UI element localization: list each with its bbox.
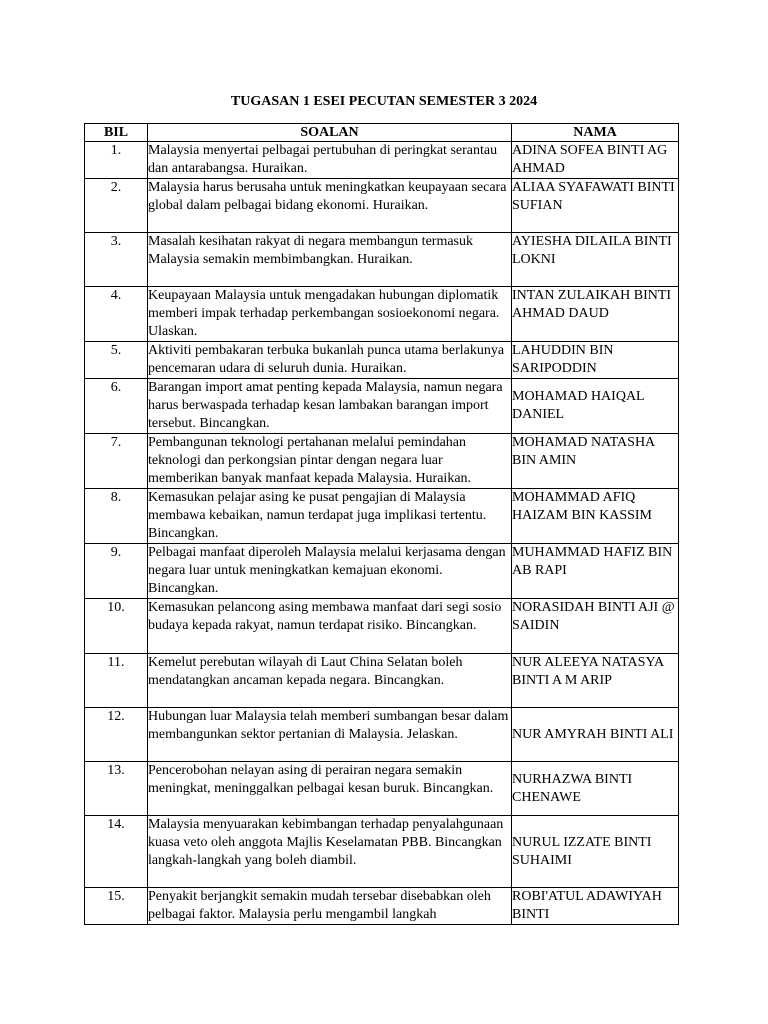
question-text: Kemelut perebutan wilayah di Laut China Selatan boleh mendatangkan ancaman kepada negara. Bincangkan. — [148, 654, 512, 708]
student-name: NUR ALEEYA NATASYA BINTI A M ARIP — [512, 654, 679, 708]
question-text: Pencerobohan nelayan asing di perairan negara semakin meningkat, meninggalkan pelbagai kesan buruk. Bincangkan. — [148, 762, 512, 816]
student-name: NORASIDAH BINTI AJI @ SAIDIN — [512, 599, 679, 654]
question-text: Pembangunan teknologi pertahanan melalui pemindahan teknologi dan perkongsian pintar dengan negara luar memberikan banyak manfaat kepada Malaysia. Huraikan. — [148, 434, 512, 489]
row-number: 2. — [85, 179, 148, 233]
table-header-row — [85, 124, 679, 142]
row-number: 11. — [85, 654, 148, 708]
question-text: Malaysia menyertai pelbagai pertubuhan di peringkat serantau dan antarabangsa. Huraikan. — [148, 142, 512, 179]
question-text: Penyakit berjangkit semakin mudah tersebar disebabkan oleh pelbagai faktor. Malaysia perlu mengambil langkah — [148, 888, 512, 925]
student-name: NURHAZWA BINTI CHENAWE — [512, 762, 679, 816]
student-name: ADINA SOFEA BINTI AG AHMAD — [512, 142, 679, 179]
question-text: Kemasukan pelancong asing membawa manfaat dari segi sosio budaya kepada rakyat, namun terdapat risiko. Bincangkan. — [148, 599, 512, 654]
question-text: Barangan import amat penting kepada Malaysia, namun negara harus berwaspada terhadap kesan lambakan barangan import tersebut. Bincangkan. — [148, 379, 512, 434]
student-name: NURUL IZZATE BINTI SUHAIMI — [512, 816, 679, 888]
row-number: 12. — [85, 708, 148, 762]
table-row — [85, 379, 679, 434]
row-number: 14. — [85, 816, 148, 888]
table-row — [85, 233, 679, 287]
question-text: Malaysia harus berusaha untuk meningkatkan keupayaan secara global dalam pelbagai bidang ekonomi. Huraikan. — [148, 179, 512, 233]
question-text: Kemasukan pelajar asing ke pusat pengajian di Malaysia membawa kebaikan, namun terdapat juga implikasi tertentu. Bincangkan. — [148, 489, 512, 544]
essay-assignment-table — [84, 123, 679, 925]
row-number: 8. — [85, 489, 148, 544]
header-soalan: SOALAN — [148, 124, 512, 142]
document-title: TUGASAN 1 ESEI PECUTAN SEMESTER 3 2024 — [230, 94, 538, 109]
student-name: ROBI'ATUL ADAWIYAH BINTI — [512, 888, 679, 925]
student-name: INTAN ZULAIKAH BINTI AHMAD DAUD — [512, 287, 679, 342]
table-row — [85, 599, 679, 654]
table-row — [85, 287, 679, 342]
student-name: MOHAMAD NATASHA BIN AMIN — [512, 434, 679, 489]
student-name: MOHAMMAD AFIQ HAIZAM BIN KASSIM — [512, 489, 679, 544]
question-text: Aktiviti pembakaran terbuka bukanlah punca utama berlakunya pencemaran udara di seluruh dunia. Huraikan. — [148, 342, 512, 379]
header-nama: NAMA — [512, 124, 679, 142]
student-name: MOHAMAD HAIQAL DANIEL — [512, 379, 679, 434]
table-row — [85, 816, 679, 888]
table-row — [85, 708, 679, 762]
row-number: 4. — [85, 287, 148, 342]
student-name: MUHAMMAD HAFIZ BIN AB RAPI — [512, 544, 679, 599]
table-row — [85, 654, 679, 708]
row-number: 10. — [85, 599, 148, 654]
table-row — [85, 434, 679, 489]
question-text: Hubungan luar Malaysia telah memberi sumbangan besar dalam membangunkan sektor pertanian di Malaysia. Jelaskan. — [148, 708, 512, 762]
question-text: Pelbagai manfaat diperoleh Malaysia melalui kerjasama dengan negara luar untuk meningkatkan kemajuan ekonomi. Bincangkan. — [148, 544, 512, 599]
row-number: 3. — [85, 233, 148, 287]
row-number: 7. — [85, 434, 148, 489]
row-number: 5. — [85, 342, 148, 379]
table-row — [85, 342, 679, 379]
row-number: 15. — [85, 888, 148, 925]
table-row — [85, 142, 679, 179]
student-name: AYIESHA DILAILA BINTI LOKNI — [512, 233, 679, 287]
table-row — [85, 544, 679, 599]
student-name: NUR AMYRAH BINTI ALI — [512, 708, 679, 762]
student-name: LAHUDDIN BIN SARIPODDIN — [512, 342, 679, 379]
table-row — [85, 179, 679, 233]
question-text: Malaysia menyuarakan kebimbangan terhadap penyalahgunaan kuasa veto oleh anggota Majlis Keselamatan PBB. Bincangkan langkah-langkah yang boleh diambil. — [148, 816, 512, 888]
student-name: ALIAA SYAFAWATI BINTI SUFIAN — [512, 179, 679, 233]
question-text: Keupayaan Malaysia untuk mengadakan hubungan diplomatik memberi impak terhadap perkembangan sosioekonomi negara. Ulaskan. — [148, 287, 512, 342]
table-row — [85, 489, 679, 544]
table-row — [85, 762, 679, 816]
row-number: 6. — [85, 379, 148, 434]
row-number: 13. — [85, 762, 148, 816]
row-number: 1. — [85, 142, 148, 179]
row-number: 9. — [85, 544, 148, 599]
question-text: Masalah kesihatan rakyat di negara membangun termasuk Malaysia semakin membimbangkan. Huraikan. — [148, 233, 512, 287]
header-bil: BIL — [85, 124, 148, 142]
table-row — [85, 888, 679, 925]
